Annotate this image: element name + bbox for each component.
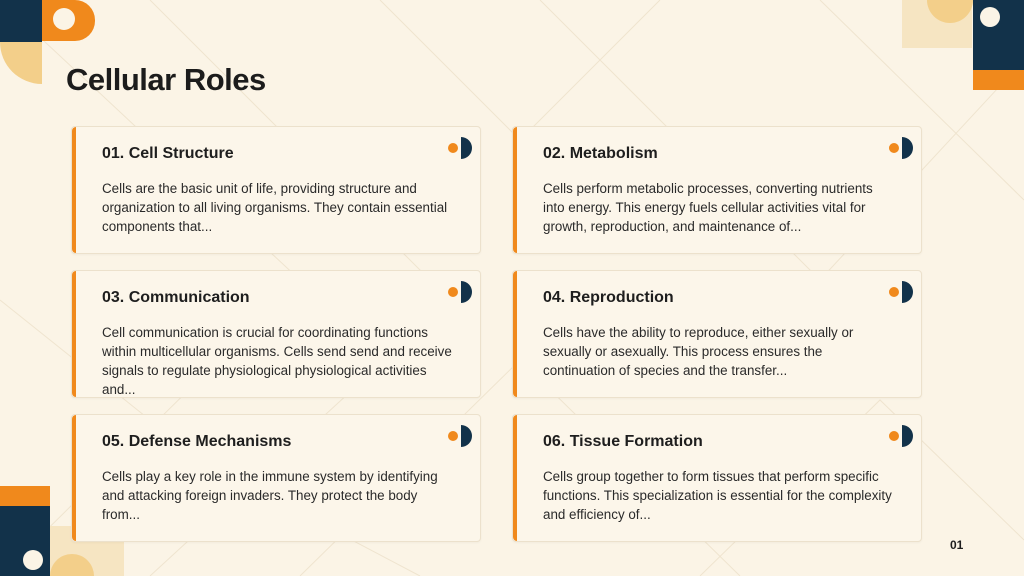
card-accent-bar: [72, 271, 76, 397]
card-metabolism: [512, 126, 922, 254]
card-body: Cells are the basic unit of life, providing structure and organization to all living organisms. They contain essential components that...: [102, 181, 448, 234]
card-body: Cells group together to form tissues that perform specific functions. This specialization is essential for the complexity and efficiency of...: [543, 469, 892, 522]
dot-and-half-circle-icon: [889, 137, 913, 159]
card-accent-bar: [513, 415, 517, 541]
card-title: 03. Communication: [102, 289, 250, 306]
card-reproduction: [512, 270, 922, 398]
card-accent-bar: [513, 127, 517, 253]
card-body: Cells play a key role in the immune system by identifying and attacking foreign invaders. They protect the body from...: [102, 469, 438, 522]
card-accent-bar: [513, 271, 517, 397]
corner-decoration-top-right: [902, 0, 1024, 92]
dot-and-half-circle-icon: [448, 281, 472, 303]
card-defense-mechanisms: [71, 414, 481, 542]
card-title: 05. Defense Mechanisms: [102, 433, 292, 450]
card-title: 02. Metabolism: [543, 145, 658, 162]
card-body: Cells have the ability to reproduce, either sexually or sexually or asexually. This process ensures the continuation of species and the transfer...: [543, 325, 854, 378]
card-accent-bar: [72, 415, 76, 541]
card-title: 06. Tissue Formation: [543, 433, 703, 450]
card-cell-structure: [71, 126, 481, 254]
slide-title: Cellular Roles: [66, 62, 266, 97]
card-communication: [71, 270, 481, 398]
dot-and-half-circle-icon: [889, 281, 913, 303]
card-title: 01. Cell Structure: [102, 145, 234, 162]
card-title: 04. Reproduction: [543, 289, 674, 306]
card-tissue-formation: [512, 414, 922, 542]
page-number: 01: [950, 538, 964, 552]
card-body: Cell communication is crucial for coordinating functions within multicellular organisms. Cells send send and receive signals to regulate physiological physiological activities and...: [102, 325, 452, 397]
dot-and-half-circle-icon: [889, 425, 913, 447]
dot-and-half-circle-icon: [448, 137, 472, 159]
card-body: Cells perform metabolic processes, converting nutrients into energy. This energy fuels cellular activities vital for growth, reproduction, and maintenance of...: [543, 181, 873, 234]
card-accent-bar: [72, 127, 76, 253]
dot-and-half-circle-icon: [448, 425, 472, 447]
